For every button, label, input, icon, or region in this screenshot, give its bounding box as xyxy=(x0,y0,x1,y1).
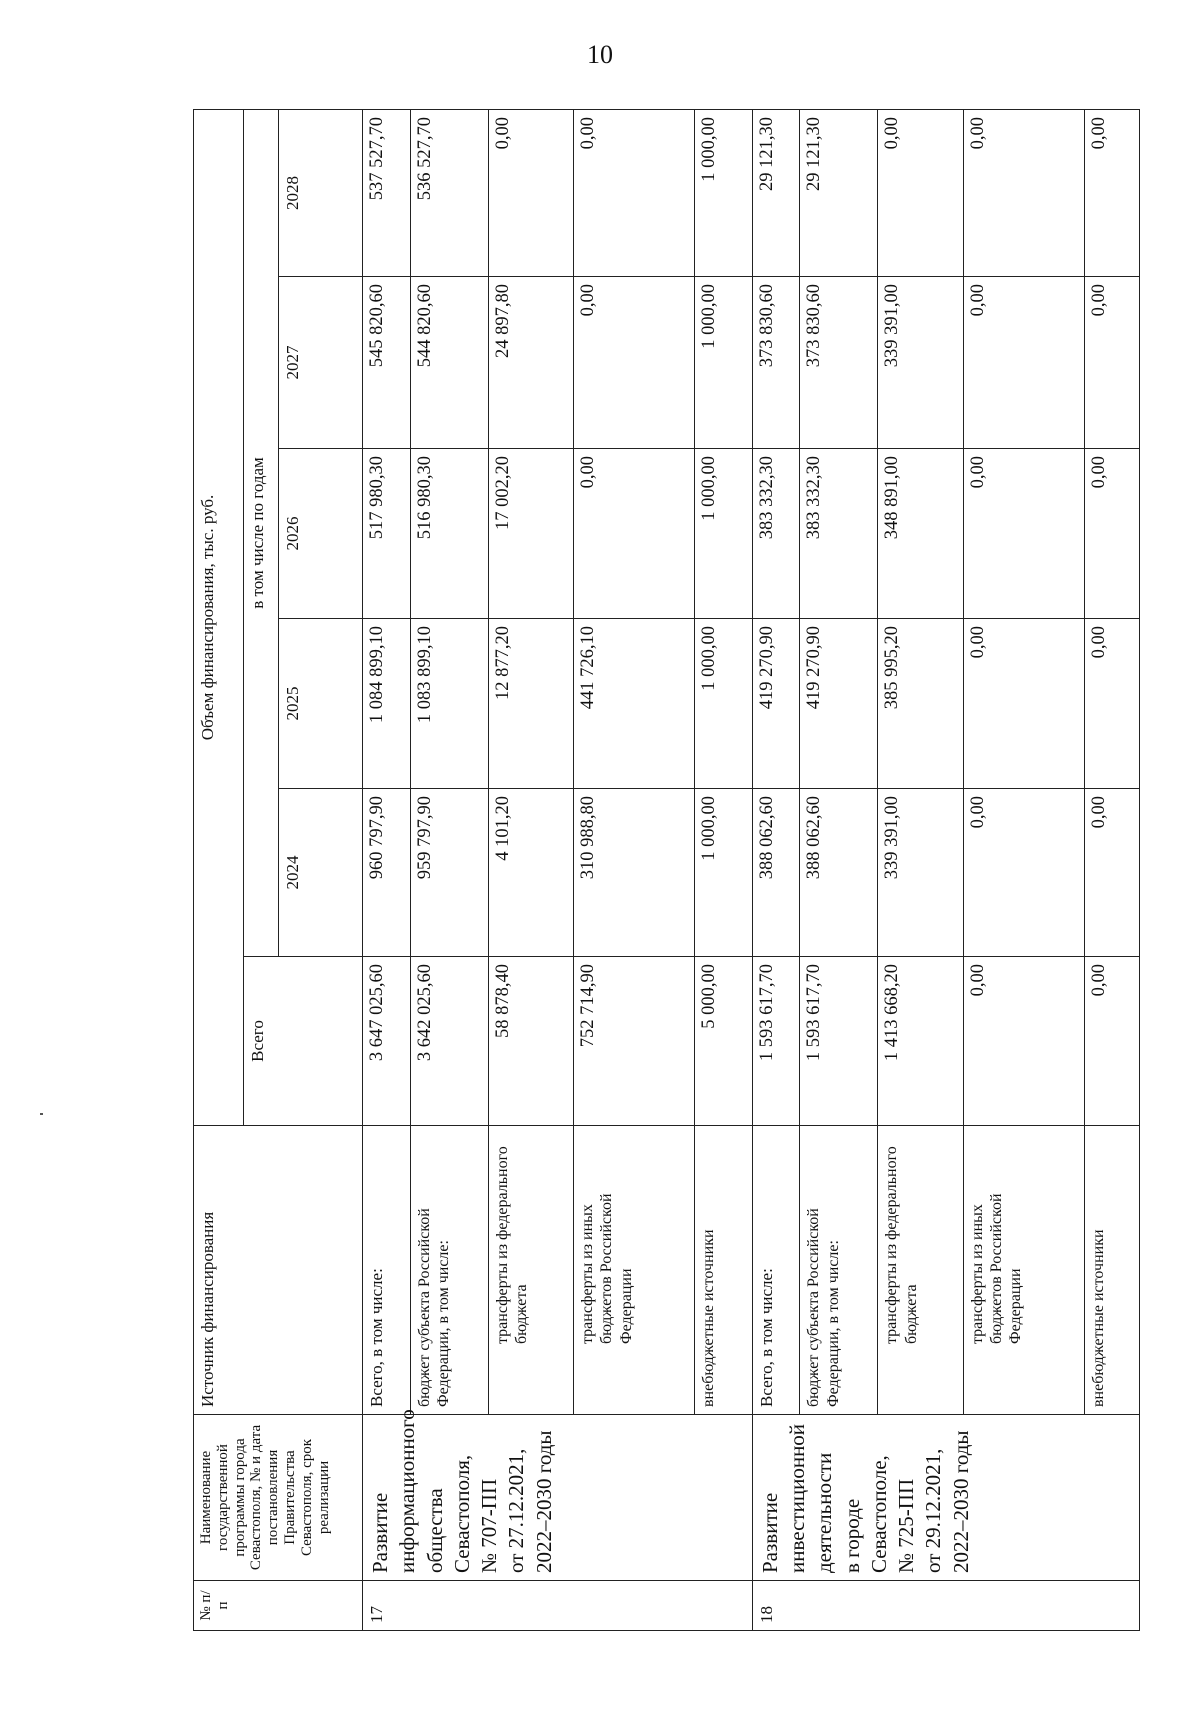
value-cell: 3 647 025,60 xyxy=(363,956,411,1125)
source-label: бюджет субъекта Российской Федерации, в том числе: xyxy=(800,1125,878,1414)
table-row xyxy=(574,109,695,1630)
value-cell: 383 332,30 xyxy=(800,448,878,618)
value-cell: 373 830,60 xyxy=(800,276,878,448)
value-cell: 0,00 xyxy=(574,109,695,276)
header-source: Источник финансирования xyxy=(194,1125,363,1414)
table-row xyxy=(363,109,411,1630)
value-cell: 1 593 617,70 xyxy=(800,956,878,1125)
value-cell: 1 000,00 xyxy=(694,788,752,956)
header-year-2028: 2028 xyxy=(279,109,363,276)
table-row xyxy=(410,109,488,1630)
header-volume: Объем финансирования, тыс. руб. xyxy=(194,109,244,1125)
table-row xyxy=(752,109,800,1630)
value-cell: 5 000,00 xyxy=(694,956,752,1125)
value-cell: 383 332,30 xyxy=(752,448,800,618)
value-cell: 1 000,00 xyxy=(694,448,752,618)
program-number: 18 xyxy=(752,1581,1139,1631)
program-number: 17 xyxy=(363,1581,753,1631)
value-cell: 516 980,30 xyxy=(410,448,488,618)
program-name: Развитие информационного общества Севастополя, № 707-ПП от 27.12.2021, 2022–2030 годы xyxy=(363,1415,753,1581)
value-cell: 419 270,90 xyxy=(752,618,800,788)
table-row xyxy=(800,109,878,1630)
value-cell: 1 593 617,70 xyxy=(752,956,800,1125)
value-cell: 441 726,10 xyxy=(574,618,695,788)
value-cell: 0,00 xyxy=(1084,109,1139,276)
source-label: внебюджетные источники xyxy=(1084,1125,1139,1414)
value-cell: 0,00 xyxy=(1084,448,1139,618)
value-cell: 12 877,20 xyxy=(488,618,573,788)
value-cell: 536 527,70 xyxy=(410,109,488,276)
value-cell: 1 000,00 xyxy=(694,109,752,276)
value-cell: 0,00 xyxy=(963,109,1084,276)
source-label: трансферты из федерального бюджета xyxy=(488,1125,573,1414)
value-cell: 0,00 xyxy=(963,448,1084,618)
value-cell: 517 980,30 xyxy=(363,448,411,618)
value-cell: 29 121,30 xyxy=(752,109,800,276)
source-label: трансферты из федерального бюджета xyxy=(878,1125,963,1414)
source-label: трансферты из иных бюджетов Российской Федерации xyxy=(963,1125,1084,1414)
source-label: бюджет субъекта Российской Федерации, в том числе: xyxy=(410,1125,488,1414)
value-cell: 29 121,30 xyxy=(800,109,878,276)
table-wrapper xyxy=(193,110,1140,1631)
value-cell: 545 820,60 xyxy=(363,276,411,448)
value-cell: 752 714,90 xyxy=(574,956,695,1125)
header-by-years: в том числе по годам xyxy=(244,109,279,956)
value-cell: 339 391,00 xyxy=(878,276,963,448)
value-cell: 544 820,60 xyxy=(410,276,488,448)
value-cell: 960 797,90 xyxy=(363,788,411,956)
table-row xyxy=(963,109,1084,1630)
value-cell: 1 413 668,20 xyxy=(878,956,963,1125)
header-year-2024: 2024 xyxy=(279,788,363,956)
value-cell: 385 995,20 xyxy=(878,618,963,788)
value-cell: 4 101,20 xyxy=(488,788,573,956)
header-program: Наименование государственной программы города Севастополя, № и дата постановления Правительства Севастополя, срок реализации xyxy=(194,1415,363,1581)
header-year-2026: 2026 xyxy=(279,448,363,618)
header-year-2025: 2025 xyxy=(279,618,363,788)
value-cell: 388 062,60 xyxy=(752,788,800,956)
value-cell: 0,00 xyxy=(574,448,695,618)
source-label: Всего, в том числе: xyxy=(752,1125,800,1414)
value-cell: 0,00 xyxy=(878,109,963,276)
program-name: Развитие инвестиционной деятельности в городе Севастополе, № 725-ПП от 29.12.2021, 2022–2030 годы xyxy=(752,1415,1139,1581)
value-cell: 1 084 899,10 xyxy=(363,618,411,788)
header-year-2027: 2027 xyxy=(279,276,363,448)
value-cell: 1 000,00 xyxy=(694,618,752,788)
value-cell: 0,00 xyxy=(1084,956,1139,1125)
source-label: Всего, в том числе: xyxy=(363,1125,411,1414)
value-cell: 0,00 xyxy=(1084,618,1139,788)
table-row xyxy=(878,109,963,1630)
header-total: Всего xyxy=(244,956,363,1125)
table-row xyxy=(694,109,752,1630)
source-label: внебюджетные источники xyxy=(694,1125,752,1414)
value-cell: 0,00 xyxy=(963,276,1084,448)
value-cell: 1 000,00 xyxy=(694,276,752,448)
value-cell: 0,00 xyxy=(1084,788,1139,956)
value-cell: 17 002,20 xyxy=(488,448,573,618)
value-cell: 419 270,90 xyxy=(800,618,878,788)
value-cell: 24 897,80 xyxy=(488,276,573,448)
value-cell: 537 527,70 xyxy=(363,109,411,276)
table-row xyxy=(1084,109,1139,1630)
source-label: трансферты из иных бюджетов Российской Федерации xyxy=(574,1125,695,1414)
table-row xyxy=(488,109,573,1630)
header-np: № п/п xyxy=(194,1581,363,1631)
value-cell: 0,00 xyxy=(963,618,1084,788)
value-cell: 0,00 xyxy=(1084,276,1139,448)
value-cell: 310 988,80 xyxy=(574,788,695,956)
value-cell: 0,00 xyxy=(963,788,1084,956)
value-cell: 339 391,00 xyxy=(878,788,963,956)
page-number: 10 xyxy=(587,40,613,69)
financing-table xyxy=(193,109,1140,1631)
value-cell: 348 891,00 xyxy=(878,448,963,618)
value-cell: 388 062,60 xyxy=(800,788,878,956)
value-cell: 1 083 899,10 xyxy=(410,618,488,788)
value-cell: 58 878,40 xyxy=(488,956,573,1125)
value-cell: 0,00 xyxy=(963,956,1084,1125)
value-cell: 3 642 025,60 xyxy=(410,956,488,1125)
value-cell: 373 830,60 xyxy=(752,276,800,448)
value-cell: 959 797,90 xyxy=(410,788,488,956)
scan-artifact xyxy=(40,1113,43,1115)
value-cell: 0,00 xyxy=(574,276,695,448)
value-cell: 0,00 xyxy=(488,109,573,276)
